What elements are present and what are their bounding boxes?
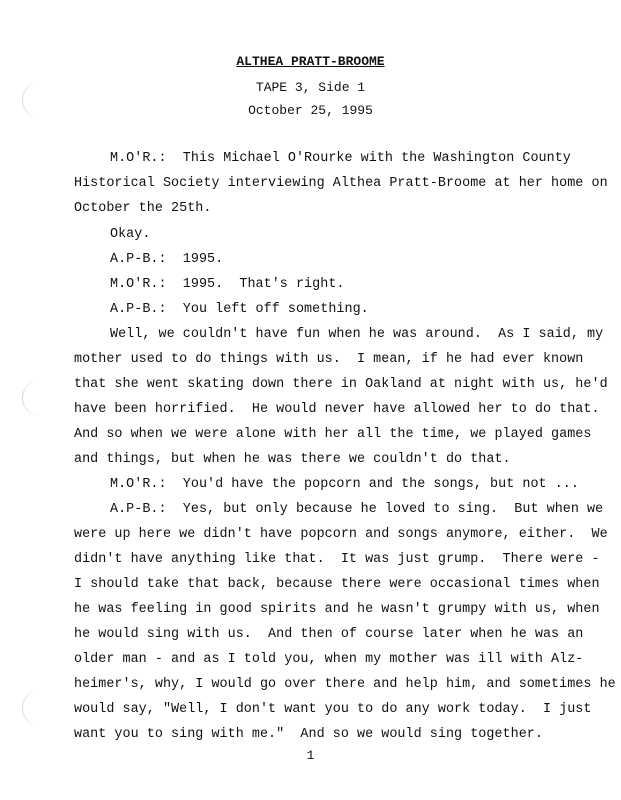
text-line: Well, we couldn't have fun when he was around. As I said, my [110,327,604,342]
text-line: A.P-B.: 1995. [110,252,224,267]
tape-label: TAPE 3, Side 1 [255,80,366,95]
text-line: I should take that back, because there were occasional times when [74,577,600,592]
text-line: would say, "Well, I don't want you to do any work today. I just [74,702,592,717]
text-line: A.P-B.: Yes, but only because he loved to sing. But when we [110,502,604,517]
text-line: want you to sing with me." And so we would sing together. [74,727,543,742]
text-line: and things, but when he was there we couldn't do that. [74,452,511,467]
text-line: M.O'R.: This Michael O'Rourke with the Washington County [110,151,571,166]
text-line: October the 25th. [74,201,212,216]
text-line: Okay. [110,227,151,242]
page-number: 1 [306,748,315,763]
text-line: And so when we were alone with her all the time, we played games [74,427,592,442]
punch-hole-mark [22,380,45,416]
page-title: ALTHEA PRATT-BROOME [236,54,385,69]
punch-hole-mark [22,690,45,726]
text-line: Historical Society interviewing Althea Pratt-Broome at her home on [74,176,608,191]
text-line: that she went skating down there in Oakland at night with us, he'd [74,377,608,392]
text-line: M.O'R.: 1995. That's right. [110,277,345,292]
text-line: he would sing with us. And then of course later when he was an [74,627,584,642]
text-line: mother used to do things with us. I mean, if he had ever known [74,352,584,367]
text-line: didn't have anything like that. It was just grump. There were - [74,552,600,567]
text-line: older man - and as I told you, when my mother was ill with Alz- [74,652,584,667]
interview-date: October 25, 1995 [248,103,373,118]
text-line: were up here we didn't have popcorn and songs anymore, either. We [74,527,608,542]
text-line: heimer's, why, I would go over there and help him, and sometimes he [74,677,616,692]
text-line: have been horrified. He would never have allowed her to do that. [74,402,600,417]
text-line: A.P-B.: You left off something. [110,302,369,317]
text-line: M.O'R.: You'd have the popcorn and the songs, but not ... [110,477,579,492]
text-line: he was feeling in good spirits and he wasn't grumpy with us, when [74,602,600,617]
